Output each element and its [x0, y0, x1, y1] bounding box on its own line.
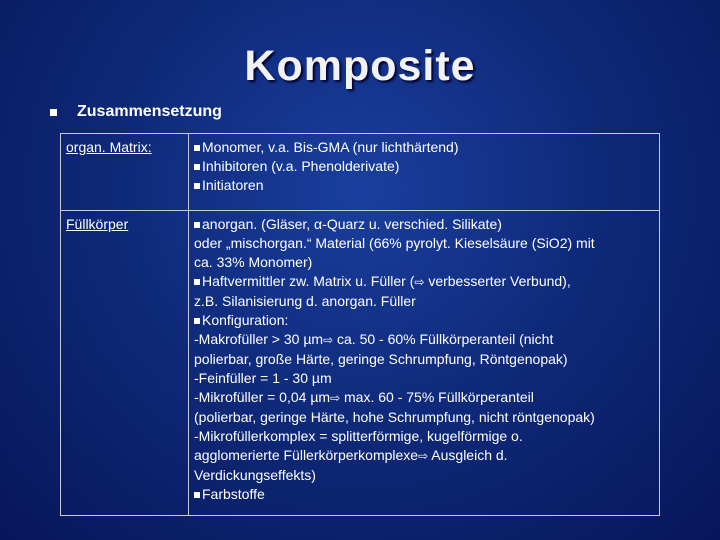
line-text: agglomerierte Füllerkörperkomplexe	[194, 447, 419, 463]
content-line	[194, 272, 653, 292]
line-text: z.B. Silanisierung d. anorgan. Füller	[194, 293, 416, 309]
line-text: Verdickungseffekts)	[194, 467, 316, 483]
line-text: Konfiguration:	[202, 312, 289, 328]
bullet-square-icon	[194, 183, 200, 189]
line-text: Farbstoffe	[202, 486, 265, 502]
line-text: Monomer, v.a. Bis-GMA (nur lichthärtend)	[202, 139, 459, 155]
cell-content	[189, 211, 660, 516]
line-text-after: ca. 50 - 60% Füllkörperanteil (nicht	[333, 331, 554, 347]
content-line	[194, 485, 653, 504]
line-text: polierbar, große Härte, geringe Schrumpfung, Röntgenopak)	[194, 351, 568, 367]
line-text: -Mikrofüller = 0,04 µm	[194, 389, 331, 405]
arrow-right-icon: ⇨	[418, 449, 429, 463]
bullet-square-icon	[194, 318, 200, 324]
table-row-matrix	[61, 134, 660, 211]
cell-label	[61, 211, 189, 516]
content-line	[194, 234, 653, 253]
cell-label	[61, 134, 189, 211]
bullet-square-icon	[194, 492, 200, 498]
content-line	[194, 466, 653, 485]
bullet-square-icon	[194, 222, 200, 228]
bullet-square-icon	[194, 279, 200, 285]
line-text: oder „mischorgan.“ Material (66% pyrolyt. Kieselsäure (SiO2) mit	[194, 235, 595, 251]
arrow-right-icon: ⇨	[323, 333, 334, 347]
arrow-right-icon: ⇨	[330, 391, 341, 405]
content-line	[194, 446, 653, 466]
content-line	[194, 369, 653, 388]
content-line	[194, 138, 653, 157]
content-line	[194, 215, 653, 234]
content-line	[194, 176, 653, 195]
line-text: Inhibitoren (v.a. Phenolderivate)	[202, 158, 400, 174]
bullet-square-icon	[50, 109, 57, 116]
content-line	[194, 157, 653, 176]
line-text-after: verbesserter Verbund),	[424, 273, 571, 289]
content-line	[194, 253, 653, 272]
content-line	[194, 427, 653, 446]
line-text: anorgan. (Gläser, α-Quarz u. verschied. Silikate)	[202, 216, 502, 232]
line-text-after: max. 60 - 75% Füllkörperanteil	[340, 389, 534, 405]
content-line	[194, 330, 653, 350]
row-label: Füllkörper	[66, 216, 129, 232]
slide-title: Komposite	[244, 42, 476, 90]
composition-table	[60, 133, 660, 516]
line-text: Haftvermittler zw. Matrix u. Füller (	[202, 273, 415, 289]
row-label: organ. Matrix:	[66, 139, 152, 155]
bullet-square-icon	[194, 164, 200, 170]
section-label: Zusammensetzung	[77, 103, 222, 120]
line-text: Initiatoren	[202, 177, 264, 193]
line-text-after: Ausgleich d.	[428, 447, 508, 463]
line-text: -Mikrofüllerkomplex = splitterförmige, kugelförmige o.	[194, 428, 523, 444]
line-text: (polierbar, geringe Härte, hohe Schrumpfung, nicht röntgenopak)	[194, 409, 595, 425]
section-heading	[50, 103, 222, 121]
bullet-square-icon	[194, 145, 200, 151]
content-line	[194, 311, 653, 330]
content-line	[194, 350, 653, 369]
content-line	[194, 388, 653, 408]
content-line	[194, 292, 653, 311]
cell-content	[189, 134, 660, 211]
arrow-right-icon: ⇨	[414, 275, 425, 289]
line-text: -Makrofüller > 30 µm	[194, 331, 324, 347]
content-line	[194, 408, 653, 427]
line-text: ca. 33% Monomer)	[194, 254, 313, 270]
table-row-fillers	[61, 211, 660, 516]
line-text: -Feinfüller = 1 - 30 µm	[194, 370, 332, 386]
